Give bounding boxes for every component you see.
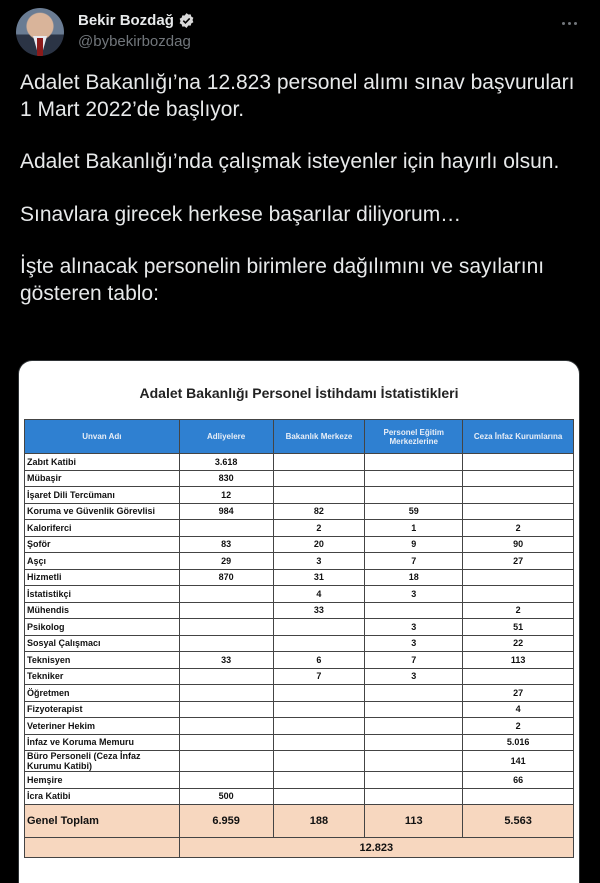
table-title: Adalet Bakanlığı Personel İstihdamı İstatistikleri [139,385,459,401]
row-value [273,788,365,805]
table-row [25,652,574,669]
row-value: 3 [365,635,463,652]
row-label: Sosyal Çalışmacı [25,635,180,652]
row-value: 18 [365,569,463,586]
display-name[interactable]: Bekir Bozdağ [78,12,174,29]
row-value [365,470,463,487]
row-value: 2 [463,520,574,537]
row-value [365,734,463,751]
row-value [463,454,574,471]
row-value [463,586,574,603]
header-cell: Bakanlık Merkeze [273,420,365,454]
row-value [273,685,365,702]
row-label: İnfaz ve Koruma Memuru [25,734,180,751]
row-value [365,602,463,619]
table-row [25,454,574,471]
row-value [365,772,463,789]
row-value [273,470,365,487]
row-value: 59 [365,503,463,520]
total-value: 188 [273,805,365,838]
tweet-paragraph: Adalet Bakanlığı’na 12.823 personel alımı sınav başvuruları 1 Mart 2022’de başlıyor. [20,71,575,121]
table-body [25,454,574,858]
row-label: İşaret Dili Tercümanı [25,487,180,504]
row-value [179,701,273,718]
row-value: 3 [365,619,463,636]
tweet-paragraph: Adalet Bakanlığı’nda çalışmak isteyenler için hayırlı olsun. [20,150,560,173]
row-value: 9 [365,536,463,553]
row-value: 4 [273,586,365,603]
table-row [25,619,574,636]
header-cell: Personel Eğitim Merkezlerine [365,420,463,454]
row-value [273,635,365,652]
row-value: 22 [463,635,574,652]
row-label: Hizmetli [25,569,180,586]
row-value [463,487,574,504]
row-value: 29 [179,553,273,570]
tweet-text [20,70,580,333]
row-value: 830 [179,470,273,487]
row-value [365,701,463,718]
row-value [273,619,365,636]
row-value [365,788,463,805]
row-value [365,751,463,772]
grand-total-spacer [25,838,180,858]
row-value: 12 [179,487,273,504]
row-value: 66 [463,772,574,789]
total-value: 6.959 [179,805,273,838]
table-row [25,569,574,586]
name-row [78,12,195,29]
row-label: Öğretmen [25,685,180,702]
table-header-row [25,420,574,454]
row-value [463,569,574,586]
row-value [365,718,463,735]
row-label: Mühendis [25,602,180,619]
row-value: 3 [273,553,365,570]
row-value [179,520,273,537]
table-row [25,536,574,553]
total-label: Genel Toplam [25,805,180,838]
row-value [179,619,273,636]
table-row [25,685,574,702]
row-value: 7 [365,652,463,669]
row-value [179,772,273,789]
table-row [25,586,574,603]
row-value [179,602,273,619]
row-value: 2 [273,520,365,537]
header-cell: Adliyelere [179,420,273,454]
verified-badge-icon [178,12,195,29]
row-value: 5.016 [463,734,574,751]
total-value: 113 [365,805,463,838]
row-value: 984 [179,503,273,520]
row-label: Zabıt Katibi [25,454,180,471]
table-row [25,701,574,718]
row-label: Teknisyen [25,652,180,669]
row-value: 4 [463,701,574,718]
table-row [25,503,574,520]
tweet-paragraph: İşte alınacak personelin birimlere dağılımını ve sayılarını gösteren tablo: [20,255,545,305]
row-value: 27 [463,553,574,570]
row-value: 3 [365,586,463,603]
grand-total-row [25,838,574,858]
tweet-header [16,8,584,58]
row-value: 141 [463,751,574,772]
table-row [25,470,574,487]
row-value: 83 [179,536,273,553]
row-value: 113 [463,652,574,669]
row-value: 2 [463,602,574,619]
row-label: Şoför [25,536,180,553]
table-row [25,734,574,751]
row-value: 3.618 [179,454,273,471]
row-value: 31 [273,569,365,586]
row-value [463,668,574,685]
row-label: Tekniker [25,668,180,685]
total-row [25,805,574,838]
stats-table [24,419,574,858]
row-value: 27 [463,685,574,702]
row-value [273,751,365,772]
row-value: 2 [463,718,574,735]
row-value [179,734,273,751]
row-label: Büro Personeli (Ceza İnfaz Kurumu Katibi) [25,751,180,772]
table-row [25,788,574,805]
row-value [273,454,365,471]
row-value: 7 [273,668,365,685]
row-value [273,734,365,751]
row-value [273,772,365,789]
row-value [365,454,463,471]
row-value [463,503,574,520]
table-row [25,635,574,652]
row-value [273,487,365,504]
row-value: 82 [273,503,365,520]
table-row [25,553,574,570]
row-value: 33 [179,652,273,669]
total-value: 5.563 [463,805,574,838]
tweet-paragraph: Sınavlara girecek herkese başarılar diliyorum… [20,202,462,226]
row-value [273,701,365,718]
table-row [25,668,574,685]
row-label: İstatistikçi [25,586,180,603]
more-options-icon[interactable] [558,14,580,32]
table-row [25,718,574,735]
row-value: 90 [463,536,574,553]
row-value [365,487,463,504]
row-label: İcra Katibi [25,788,180,805]
table-row [25,602,574,619]
avatar[interactable] [16,8,64,56]
row-label: Koruma ve Güvenlik Görevlisi [25,503,180,520]
row-value [463,788,574,805]
row-value: 33 [273,602,365,619]
avatar-tie [37,38,43,56]
handle[interactable]: @bybekirbozdag [78,33,191,50]
grand-total-value: 12.823 [179,838,573,858]
row-value [273,718,365,735]
row-label: Hemşire [25,772,180,789]
row-label: Fizyoterapist [25,701,180,718]
row-value: 3 [365,668,463,685]
row-value: 20 [273,536,365,553]
tweet-image[interactable] [18,360,580,883]
table-row [25,772,574,789]
table-row [25,751,574,772]
row-value: 1 [365,520,463,537]
row-value [463,470,574,487]
row-value: 51 [463,619,574,636]
header-cell: Unvan Adı [25,420,180,454]
row-value [179,751,273,772]
row-value: 7 [365,553,463,570]
row-value [365,685,463,702]
row-value: 6 [273,652,365,669]
row-value: 870 [179,569,273,586]
row-value [179,668,273,685]
row-value [179,586,273,603]
row-value [179,635,273,652]
row-value: 500 [179,788,273,805]
row-label: Psikolog [25,619,180,636]
row-label: Kaloriferci [25,520,180,537]
row-label: Veteriner Hekim [25,718,180,735]
table-row [25,520,574,537]
row-label: Aşçı [25,553,180,570]
header-cell: Ceza İnfaz Kurumlarına [463,420,574,454]
row-label: Mübaşir [25,470,180,487]
table-row [25,487,574,504]
row-value [179,685,273,702]
row-value [179,718,273,735]
